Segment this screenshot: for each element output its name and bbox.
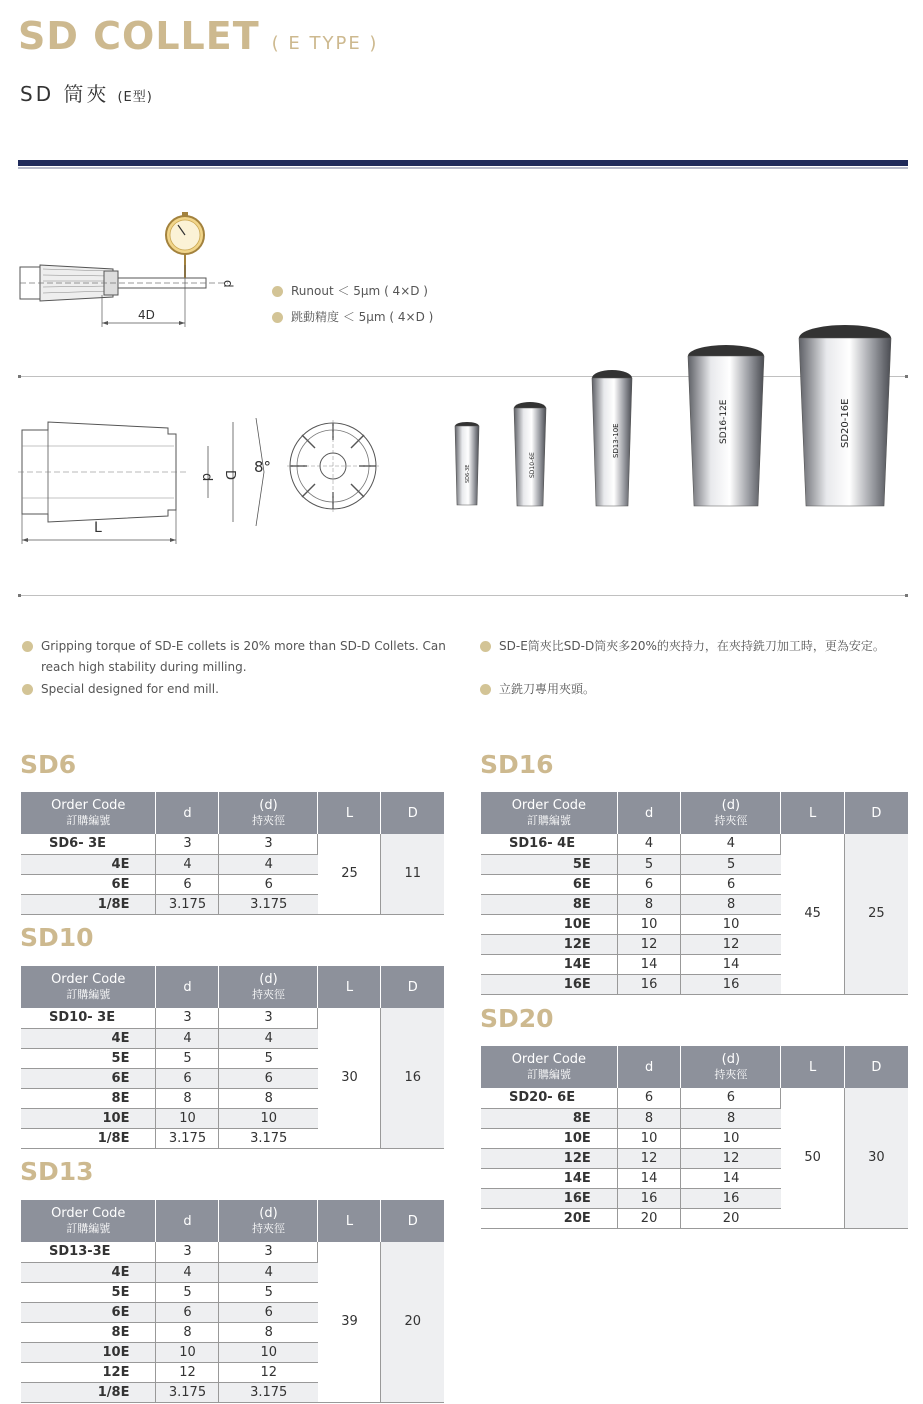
- clamp-cell: 6: [219, 1302, 318, 1322]
- section-divider: [18, 595, 908, 596]
- clamp-cell: 12: [681, 934, 781, 954]
- order-code-cell: SD6- 3E: [21, 834, 156, 854]
- clamp-cell: 12: [219, 1362, 318, 1382]
- clamp-cell: 3: [219, 1008, 318, 1028]
- label-angle: 8°: [254, 458, 272, 476]
- d-cell: 10: [156, 1342, 219, 1362]
- length-cell: 45: [781, 834, 845, 994]
- header-clamp: (d) 持夾徑: [681, 792, 781, 834]
- order-code-cell: 1/8E: [21, 894, 156, 914]
- page-subtitle: [20, 78, 153, 107]
- d-cell: 6: [156, 874, 219, 894]
- order-code-cell: 1/8E: [21, 1128, 156, 1148]
- collet-photo-sd13: [592, 370, 632, 506]
- page-title: [18, 14, 378, 58]
- d-cell: 4: [617, 834, 681, 854]
- collet-label-sd13: SD13-10E: [612, 423, 620, 458]
- d-cell: 10: [156, 1108, 219, 1128]
- clamp-cell: 3.175: [219, 894, 318, 914]
- section-title-sd20: SD20: [480, 1004, 554, 1033]
- header-clamp: (d) 持夾徑: [219, 792, 318, 834]
- feature-zh-1: [480, 636, 890, 657]
- spec-table-sd6: [21, 792, 444, 915]
- d-cell: 12: [617, 1148, 681, 1168]
- clamp-cell: 16: [681, 1188, 781, 1208]
- feature-zh-1-text: SD-E筒夾比SD-D筒夾多20%的夾持力，在夾持銑刀加工時，更為安定。: [499, 639, 885, 653]
- d-cell: 6: [617, 1088, 681, 1108]
- clamp-cell: 8: [681, 1108, 781, 1128]
- clamp-cell: 5: [219, 1048, 318, 1068]
- bullet-dot-icon: [272, 286, 283, 297]
- collet-photo-sd10: [514, 402, 546, 506]
- collet-label-sd6: SD6-3E: [465, 464, 471, 483]
- header-d: d: [617, 792, 681, 834]
- order-code-cell: 16E: [481, 974, 617, 994]
- order-code-cell: 10E: [21, 1108, 156, 1128]
- feature-en-2: [22, 679, 452, 700]
- d-cell: 6: [156, 1068, 219, 1088]
- header-L: L: [318, 792, 381, 834]
- d-cell: 8: [617, 894, 681, 914]
- clamp-cell: 14: [681, 1168, 781, 1188]
- clamp-cell: 8: [219, 1088, 318, 1108]
- spec-table-sd16: [481, 792, 908, 995]
- length-cell: 39: [318, 1242, 381, 1402]
- collet-photo-sd16: [688, 345, 764, 506]
- label-D-dim: D: [222, 470, 237, 481]
- d-cell: 3.175: [156, 1128, 219, 1148]
- clamp-cell: 4: [219, 854, 318, 874]
- d-cell: 10: [617, 1128, 681, 1148]
- order-code-cell: 6E: [21, 1068, 156, 1088]
- title-type: ( E TYPE ): [271, 33, 379, 54]
- label-d-dim: d: [199, 473, 214, 482]
- d-cell: 10: [617, 914, 681, 934]
- feature-zh-2-text: 立銑刀專用夾頭。: [499, 682, 596, 696]
- collet-end-view: [287, 420, 379, 512]
- clamp-cell: 6: [681, 1088, 781, 1108]
- order-code-cell: 1/8E: [21, 1382, 156, 1402]
- clamp-cell: 10: [681, 1128, 781, 1148]
- header-d: d: [617, 1046, 681, 1088]
- d-cell: 5: [156, 1282, 219, 1302]
- header-clamp: (d) 持夾徑: [681, 1046, 781, 1088]
- order-code-cell: 5E: [21, 1282, 156, 1302]
- length-cell: 30: [318, 1008, 381, 1148]
- order-code-cell: 14E: [481, 954, 617, 974]
- order-code-cell: 4E: [21, 1262, 156, 1282]
- clamp-cell: 6: [219, 874, 318, 894]
- feature-en-2-text: Special designed for end mill.: [41, 682, 219, 696]
- runout-bullet-zh: [272, 307, 433, 328]
- spec-table-sd13: [21, 1200, 444, 1403]
- diameter-cell: 30: [844, 1088, 908, 1228]
- clamp-cell: 4: [219, 1262, 318, 1282]
- table-header-row: [21, 792, 444, 834]
- spec-table-sd20: [481, 1046, 908, 1229]
- d-cell: 4: [156, 854, 219, 874]
- collet-photo-sd6: [455, 422, 479, 505]
- clamp-cell: 10: [219, 1342, 318, 1362]
- clamp-cell: 6: [219, 1068, 318, 1088]
- d-cell: 3.175: [156, 894, 219, 914]
- order-code-cell: 5E: [21, 1048, 156, 1068]
- header-clamp: (d) 持夾徑: [219, 966, 318, 1008]
- header-D: D: [381, 792, 444, 834]
- d-cell: 12: [156, 1362, 219, 1382]
- collet-label-sd20: SD20-16E: [840, 398, 851, 448]
- header-D: D: [844, 1046, 908, 1088]
- header-order-code: Order Code 訂購編號: [21, 1200, 156, 1242]
- order-code-cell: 12E: [481, 1148, 617, 1168]
- subtitle-type: (E型): [117, 90, 153, 105]
- diameter-cell: 11: [381, 834, 444, 914]
- header-D: D: [844, 792, 908, 834]
- section-title-sd13: SD13: [20, 1157, 94, 1186]
- clamp-cell: 4: [681, 834, 781, 854]
- order-code-cell: 8E: [21, 1088, 156, 1108]
- title-text: SD COLLET: [18, 14, 260, 58]
- order-code-cell: 16E: [481, 1188, 617, 1208]
- order-code-cell: 20E: [481, 1208, 617, 1228]
- clamp-cell: 5: [219, 1282, 318, 1302]
- clamp-cell: 12: [681, 1148, 781, 1168]
- d-cell: 14: [617, 1168, 681, 1188]
- label-d-runout: d: [221, 280, 235, 288]
- header-L: L: [781, 792, 845, 834]
- header-clamp: (d) 持夾徑: [219, 1200, 318, 1242]
- clamp-cell: 5: [681, 854, 781, 874]
- clamp-cell: 3.175: [219, 1128, 318, 1148]
- header-order-code: Order Code 訂購編號: [481, 792, 617, 834]
- order-code-cell: 4E: [21, 1028, 156, 1048]
- header-L: L: [318, 1200, 381, 1242]
- header-order-code: Order Code 訂購編號: [481, 1046, 617, 1088]
- header-divider-bar: [18, 160, 908, 166]
- section-title-sd16: SD16: [480, 750, 554, 779]
- bullet-dot-icon: [480, 684, 491, 695]
- d-cell: 14: [617, 954, 681, 974]
- runout-text-zh: 跳動精度 ＜ 5μm ( 4×D ): [291, 310, 434, 324]
- d-cell: 20: [617, 1208, 681, 1228]
- feature-zh-2: [480, 679, 890, 700]
- table-header-row: [21, 966, 444, 1008]
- order-code-cell: 10E: [21, 1342, 156, 1362]
- collet-photos: [440, 318, 910, 518]
- clamp-cell: 4: [219, 1028, 318, 1048]
- diameter-cell: 16: [381, 1008, 444, 1148]
- clamp-cell: 6: [681, 874, 781, 894]
- clamp-cell: 3.175: [219, 1382, 318, 1402]
- order-code-cell: 10E: [481, 914, 617, 934]
- header-D: D: [381, 966, 444, 1008]
- spec-table-sd10: [21, 966, 444, 1149]
- feature-en-1-text: Gripping torque of SD-E collets is 20% more than SD-D Collets. Can reach high stability during milling.: [41, 639, 446, 674]
- section-title-sd10: SD10: [20, 923, 94, 952]
- clamp-cell: 10: [681, 914, 781, 934]
- d-cell: 3: [156, 1242, 219, 1262]
- clamp-cell: 16: [681, 974, 781, 994]
- d-cell: 5: [156, 1048, 219, 1068]
- table-row: [21, 834, 444, 854]
- order-code-cell: 6E: [21, 1302, 156, 1322]
- order-code-cell: 8E: [481, 894, 617, 914]
- bullet-dot-icon: [480, 641, 491, 652]
- table-row: [481, 834, 908, 854]
- order-code-cell: SD16- 4E: [481, 834, 617, 854]
- section-title-sd6: SD6: [20, 750, 77, 779]
- clamp-cell: 8: [681, 894, 781, 914]
- d-cell: 4: [156, 1028, 219, 1048]
- header-d: d: [156, 792, 219, 834]
- order-code-cell: 6E: [21, 874, 156, 894]
- d-cell: 8: [617, 1108, 681, 1128]
- table-header-row: [481, 792, 908, 834]
- order-code-cell: 14E: [481, 1168, 617, 1188]
- order-code-cell: SD13-3E: [21, 1242, 156, 1262]
- header-divider-line: [18, 167, 908, 169]
- subtitle-text: SD 筒夾: [20, 82, 110, 106]
- collet-label-sd10: SD10-6E: [529, 452, 536, 478]
- collet-label-sd16: SD16-12E: [719, 399, 729, 444]
- d-cell: 8: [156, 1088, 219, 1108]
- order-code-cell: 4E: [21, 854, 156, 874]
- dimension-drawing: [18, 408, 278, 548]
- d-cell: 12: [617, 934, 681, 954]
- label-4d: 4D: [138, 308, 155, 322]
- collet-photo-sd20: [799, 325, 891, 506]
- clamp-cell: 14: [681, 954, 781, 974]
- runout-diagram: [18, 205, 248, 330]
- order-code-cell: 12E: [481, 934, 617, 954]
- order-code-cell: 8E: [21, 1322, 156, 1342]
- d-cell: 3.175: [156, 1382, 219, 1402]
- header-d: d: [156, 966, 219, 1008]
- table-header-row: [21, 1200, 444, 1242]
- length-cell: 25: [318, 834, 381, 914]
- header-order-code: Order Code 訂購編號: [21, 966, 156, 1008]
- diameter-cell: 25: [844, 834, 908, 994]
- bullet-dot-icon: [22, 641, 33, 652]
- bullet-dot-icon: [22, 684, 33, 695]
- d-cell: 6: [156, 1302, 219, 1322]
- bullet-dot-icon: [272, 312, 283, 323]
- runout-text-en: Runout ＜ 5μm ( 4×D ): [291, 284, 428, 298]
- order-code-cell: SD10- 3E: [21, 1008, 156, 1028]
- order-code-cell: SD20- 6E: [481, 1088, 617, 1108]
- clamp-cell: 8: [219, 1322, 318, 1342]
- header-L: L: [318, 966, 381, 1008]
- d-cell: 16: [617, 974, 681, 994]
- order-code-cell: 12E: [21, 1362, 156, 1382]
- order-code-cell: 6E: [481, 874, 617, 894]
- d-cell: 8: [156, 1322, 219, 1342]
- d-cell: 16: [617, 1188, 681, 1208]
- header-order-code: Order Code 訂購編號: [21, 792, 156, 834]
- d-cell: 6: [617, 874, 681, 894]
- diameter-cell: 20: [381, 1242, 444, 1402]
- feature-en-1: [22, 636, 452, 678]
- clamp-cell: 3: [219, 1242, 318, 1262]
- order-code-cell: 8E: [481, 1108, 617, 1128]
- d-cell: 3: [156, 1008, 219, 1028]
- d-cell: 3: [156, 834, 219, 854]
- runout-bullet-en: [272, 281, 428, 302]
- clamp-cell: 10: [219, 1108, 318, 1128]
- length-cell: 50: [781, 1088, 845, 1228]
- order-code-cell: 10E: [481, 1128, 617, 1148]
- table-row: [481, 1088, 908, 1108]
- table-header-row: [481, 1046, 908, 1088]
- header-d: d: [156, 1200, 219, 1242]
- d-cell: 4: [156, 1262, 219, 1282]
- header-L: L: [781, 1046, 845, 1088]
- d-cell: 5: [617, 854, 681, 874]
- order-code-cell: 5E: [481, 854, 617, 874]
- table-row: [21, 1242, 444, 1262]
- label-L: L: [94, 520, 102, 536]
- clamp-cell: 3: [219, 834, 318, 854]
- clamp-cell: 20: [681, 1208, 781, 1228]
- header-D: D: [381, 1200, 444, 1242]
- table-row: [21, 1008, 444, 1028]
